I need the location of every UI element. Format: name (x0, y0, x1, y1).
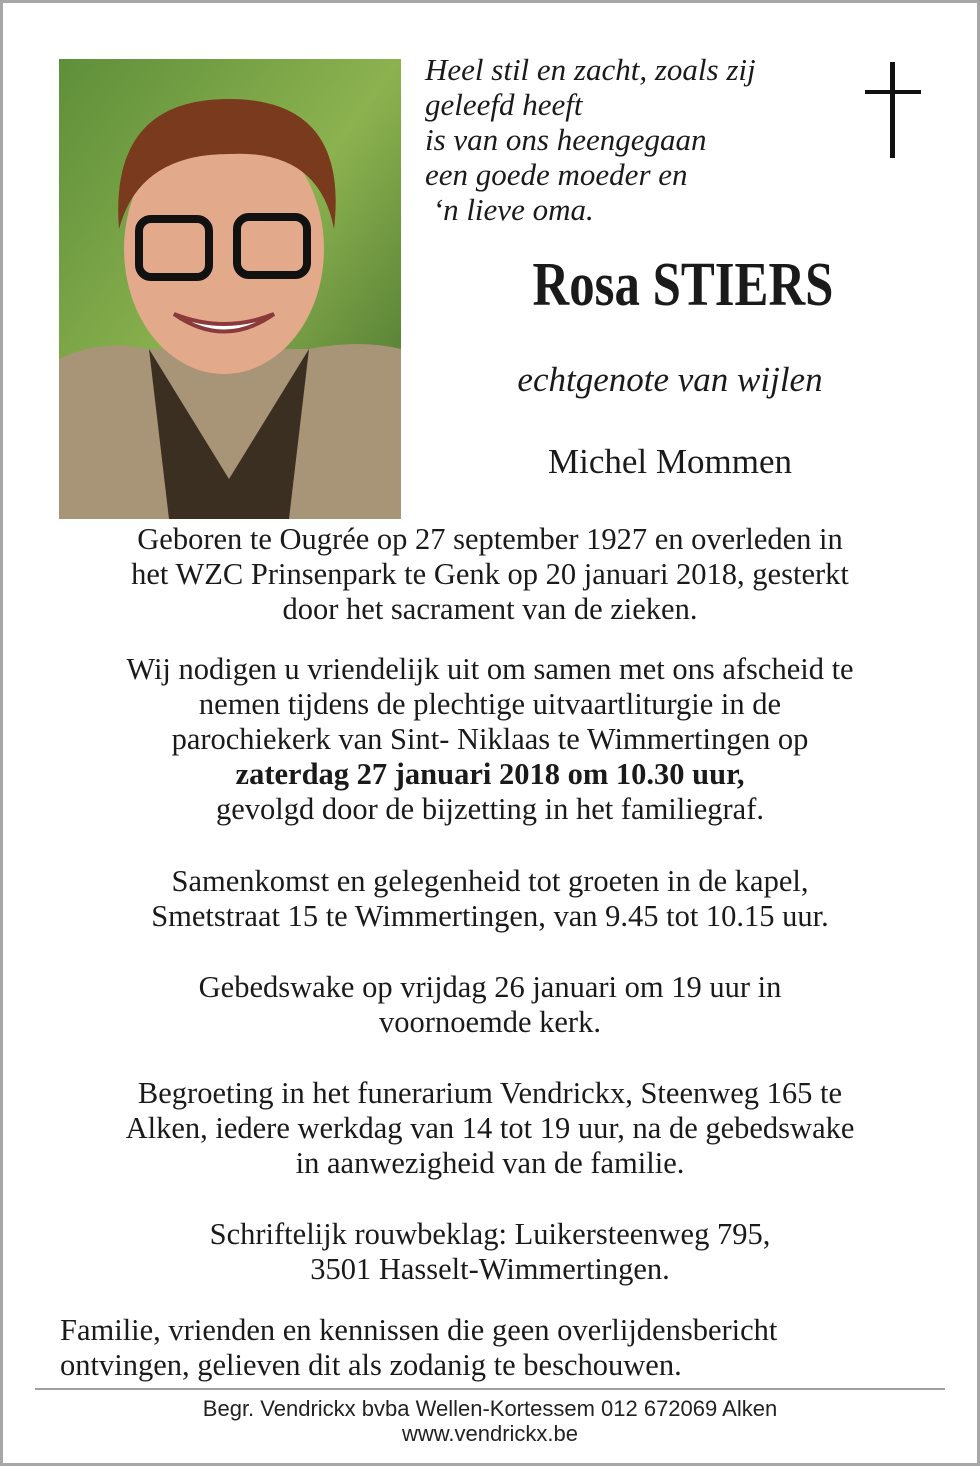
poem-line: is van ons heengegaan (425, 122, 707, 157)
poem-line: Heel stil en zacht, zoals zij (425, 52, 756, 87)
text-line: Samenkomst en gelegenheid tot groeten in de kapel, (171, 864, 809, 898)
birth-paragraph (40, 522, 940, 627)
poem-line: geleefd heeft (425, 87, 583, 122)
visitation-paragraph (40, 1076, 940, 1181)
text-line: door het sacrament van de zieken. (282, 592, 698, 626)
notice-paragraph (60, 1313, 960, 1383)
text-line: het WZC Prinsenpark te Genk op 20 januari 2018, gesterkt (131, 557, 849, 591)
text-line: Smetstraat 15 te Wimmertingen, van 9.45 tot 10.15 uur. (151, 899, 829, 933)
text-line: Wij nodigen u vriendelijk uit om samen met ons afscheid te (126, 652, 854, 686)
text-line: gevolgd door de bijzetting in het familiegraf. (216, 792, 764, 826)
gathering-paragraph (40, 864, 940, 934)
spouse-label: echtgenote van wijlen (517, 360, 823, 399)
text-line: Gebedswake op vrijdag 26 januari om 19 uur in (198, 970, 782, 1004)
poem-line: een goede moeder en (425, 157, 688, 192)
divider (35, 1388, 945, 1390)
text-line: 3501 Hasselt-Wimmertingen. (310, 1252, 670, 1286)
cross-icon (865, 62, 921, 158)
website-link[interactable]: www.vendrickx.be (401, 1421, 579, 1446)
text-line: nemen tijdens de plechtige uitvaartliturgie in de (198, 687, 782, 721)
funeral-home-info: Begr. Vendrickx bvba Wellen-Kortessem 012 672069 Alken (202, 1396, 778, 1421)
text-line: Familie, vrienden en kennissen die geen overlijdensbericht (60, 1313, 778, 1347)
poem-line: ‘n lieve oma. (425, 192, 594, 227)
text-line: Geboren te Ougrée op 27 september 1927 en overleden in (137, 522, 843, 556)
deceased-name: Rosa STIERS (532, 251, 834, 319)
text-line: voornoemde kerk. (379, 1005, 601, 1039)
text-line: Schriftelijk rouwbeklag: Luikersteenweg 795, (209, 1217, 771, 1251)
text-line: Begroeting in het funerarium Vendrickx, Steenweg 165 te (137, 1076, 843, 1110)
text-line: in aanwezigheid van de familie. (295, 1146, 685, 1180)
condolences-paragraph (40, 1217, 940, 1287)
spouse-name: Michel Mommen (548, 442, 792, 481)
vigil-paragraph (40, 970, 940, 1040)
text-line: Alken, iedere werkdag van 14 tot 19 uur, na de gebedswake (125, 1111, 855, 1145)
funeral-date: zaterdag 27 januari 2018 om 10.30 uur, (235, 757, 745, 791)
poem (425, 52, 756, 227)
text-line: parochiekerk van Sint- Niklaas te Wimmertingen op (171, 722, 809, 756)
text-line: ontvingen, gelieven dit als zodanig te beschouwen. (60, 1348, 682, 1382)
funeral-invite-paragraph (40, 652, 940, 827)
footer (0, 1396, 980, 1446)
portrait-photo (59, 59, 401, 519)
